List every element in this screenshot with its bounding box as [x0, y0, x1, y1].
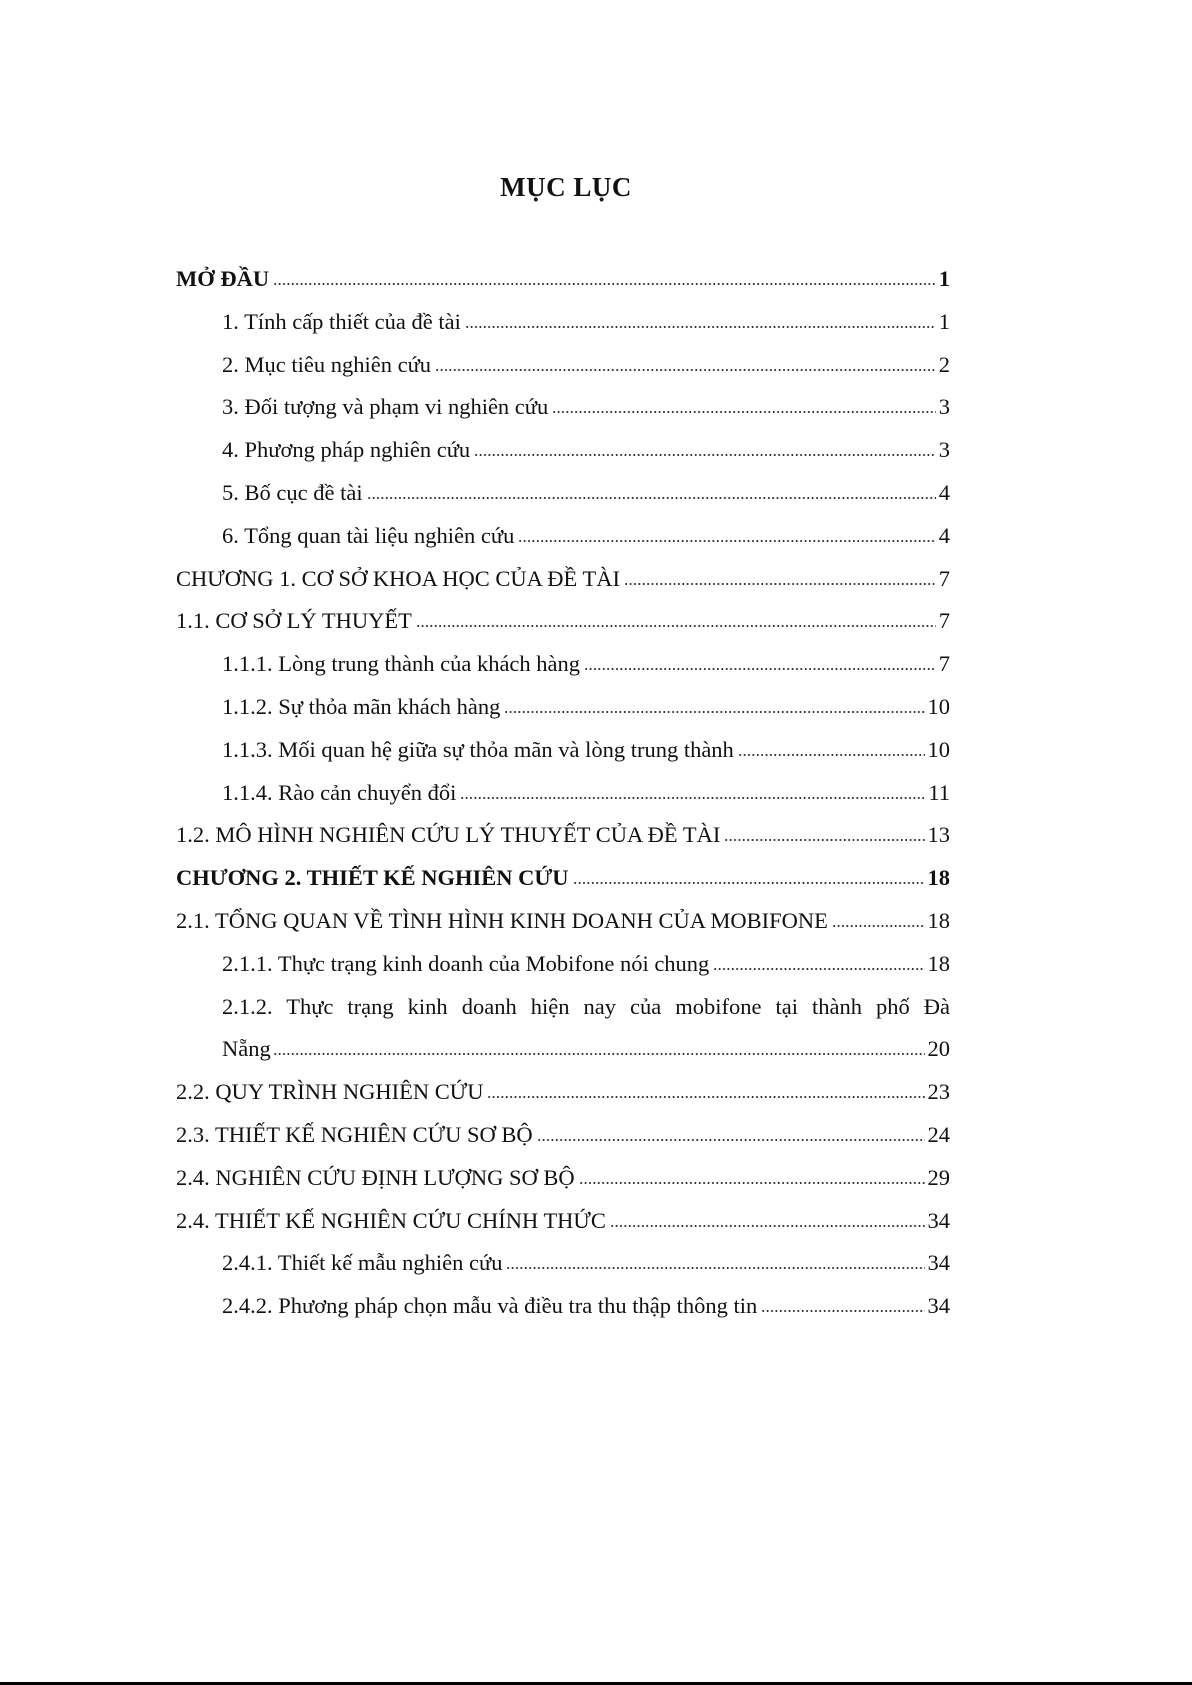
dot-leader [504, 710, 924, 714]
dot-leader [474, 453, 936, 457]
toc-page-number: 4 [938, 522, 950, 548]
toc-entry-chapter-1[interactable] [176, 558, 950, 601]
dot-leader [518, 539, 935, 543]
toc-page-number: 4 [938, 479, 950, 505]
toc-entry-label: 2.1.2. Thực trạng kinh doanh hiện nay của mobifone tại thành phố Đà [222, 993, 950, 1019]
dot-leader [584, 667, 936, 671]
toc-entry-label: 3. Đối tượng và phạm vi nghiên cứu [222, 394, 549, 420]
table-of-contents [176, 258, 950, 1328]
toc-entry-label: 1.1.3. Mối quan hệ giữa sự thỏa mãn và lòng trung thành [222, 736, 734, 762]
toc-entry-label: 2.1.1. Thực trạng kinh doanh của Mobifone nói chung [222, 950, 710, 976]
toc-page-number: 18 [927, 907, 950, 933]
toc-page-number: 1 [938, 266, 950, 291]
dot-leader [273, 282, 936, 286]
dot-leader [460, 796, 925, 800]
toc-entry[interactable] [176, 1071, 950, 1114]
toc-entry-label: 2. Mục tiêu nghiên cứu [222, 351, 432, 377]
toc-page-number: 18 [927, 865, 950, 891]
dot-leader [573, 881, 925, 885]
toc-entry[interactable] [176, 600, 950, 643]
toc-entry[interactable] [176, 772, 950, 815]
toc-entry-wrapped[interactable] [176, 986, 950, 1072]
dot-leader [487, 1095, 924, 1099]
toc-entry-label: 2.3. THIẾT KẾ NGHIÊN CỨU SƠ BỘ [176, 1121, 533, 1147]
toc-entry[interactable] [176, 814, 950, 857]
toc-entry-label: CHƯƠNG 1. CƠ SỞ KHOA HỌC CỦA ĐỀ TÀI [176, 565, 620, 591]
toc-entry[interactable] [176, 472, 950, 515]
toc-page-number: 1 [938, 308, 950, 334]
toc-entry[interactable] [176, 344, 950, 387]
dot-leader [761, 1309, 924, 1313]
toc-page-number: 7 [938, 565, 950, 591]
dot-leader [416, 624, 936, 628]
toc-page-number: 10 [927, 736, 950, 762]
toc-entry[interactable] [176, 729, 950, 772]
toc-page-number: 11 [928, 779, 950, 805]
toc-entry[interactable] [176, 1242, 950, 1285]
dot-leader [367, 496, 936, 500]
dot-leader [273, 1052, 925, 1056]
toc-entry-label: Nẵng [222, 1036, 271, 1062]
toc-entry-label: 1.1.2. Sự thỏa mãn khách hàng [222, 693, 501, 719]
toc-entry-label: 6. Tổng quan tài liệu nghiên cứu [222, 522, 515, 548]
toc-page-number: 20 [927, 1036, 950, 1062]
toc-page-number: 7 [938, 608, 950, 634]
toc-entry[interactable] [176, 1114, 950, 1157]
toc-entry[interactable] [176, 1285, 950, 1328]
dot-leader [579, 1181, 925, 1185]
dot-leader [506, 1266, 924, 1270]
toc-entry-mo-dau[interactable] [176, 258, 950, 301]
toc-entry-label: 1. Tính cấp thiết của đề tài [222, 308, 461, 334]
toc-entry[interactable] [176, 429, 950, 472]
dot-leader [552, 410, 936, 414]
toc-entry-label: 2.4.2. Phương pháp chọn mẫu và điều tra thu thập thông tin [222, 1293, 758, 1319]
toc-entry-label: 1.1.4. Rào cản chuyển đổi [222, 779, 457, 805]
dot-leader [610, 1224, 925, 1228]
page-title: MỤC LỤC [500, 172, 632, 202]
toc-page-number: 3 [938, 394, 950, 420]
toc-page-number: 34 [927, 1207, 950, 1233]
toc-entry[interactable] [176, 386, 950, 429]
toc-page-number: 2 [938, 351, 950, 377]
toc-entry-continuation [176, 1028, 950, 1071]
toc-entry[interactable] [176, 1200, 950, 1243]
toc-entry[interactable] [176, 686, 950, 729]
toc-entry-label: 2.4. THIẾT KẾ NGHIÊN CỨU CHÍNH THỨC [176, 1207, 606, 1233]
toc-page-number: 3 [938, 437, 950, 463]
toc-entry-label: 2.4.1. Thiết kế mẫu nghiên cứu [222, 1250, 503, 1276]
dot-leader [435, 368, 936, 372]
toc-entry-label: 4. Phương pháp nghiên cứu [222, 437, 471, 463]
dot-leader [624, 582, 936, 586]
toc-entry-label: 2.2. QUY TRÌNH NGHIÊN CỨU [176, 1079, 484, 1105]
toc-page-number: 18 [927, 950, 950, 976]
toc-entry-label: 5. Bố cục đề tài [222, 479, 363, 505]
dot-leader [465, 325, 936, 329]
toc-page-number: 10 [927, 693, 950, 719]
toc-page-number: 24 [927, 1121, 950, 1147]
toc-entry[interactable] [176, 943, 950, 986]
dot-leader [738, 753, 925, 757]
dot-leader [832, 924, 925, 928]
toc-entry-label: 1.1. CƠ SỞ LÝ THUYẾT [176, 608, 412, 634]
dot-leader [537, 1138, 925, 1142]
toc-page-number: 23 [927, 1079, 950, 1105]
toc-entry[interactable] [176, 643, 950, 686]
toc-page-number: 13 [927, 822, 950, 848]
toc-entry-label: 2.1. TỔNG QUAN VỀ TÌNH HÌNH KINH DOANH CỦA MOBIFONE [176, 907, 828, 933]
toc-entry[interactable] [176, 1157, 950, 1200]
toc-entry-label: 2.4. NGHIÊN CỨU ĐỊNH LƯỢNG SƠ BỘ [176, 1164, 575, 1190]
toc-entry-label: 1.1.1. Lòng trung thành của khách hàng [222, 651, 581, 677]
toc-page-number: 7 [938, 651, 950, 677]
toc-entry-label: MỞ ĐẦU [176, 266, 270, 291]
dot-leader [713, 967, 924, 971]
toc-entry-label: 1.2. MÔ HÌNH NGHIÊN CỨU LÝ THUYẾT CỦA ĐỀ TÀI [176, 822, 721, 848]
toc-page-number: 34 [927, 1293, 950, 1319]
toc-page-number: 29 [927, 1164, 950, 1190]
toc-entry[interactable] [176, 515, 950, 558]
dot-leader [724, 838, 924, 842]
toc-entry[interactable] [176, 900, 950, 943]
toc-entry[interactable] [176, 301, 950, 344]
toc-entry-chapter-2[interactable] [176, 857, 950, 900]
toc-entry-label: CHƯƠNG 2. THIẾT KẾ NGHIÊN CỨU [176, 865, 569, 891]
toc-page-number: 34 [927, 1250, 950, 1276]
